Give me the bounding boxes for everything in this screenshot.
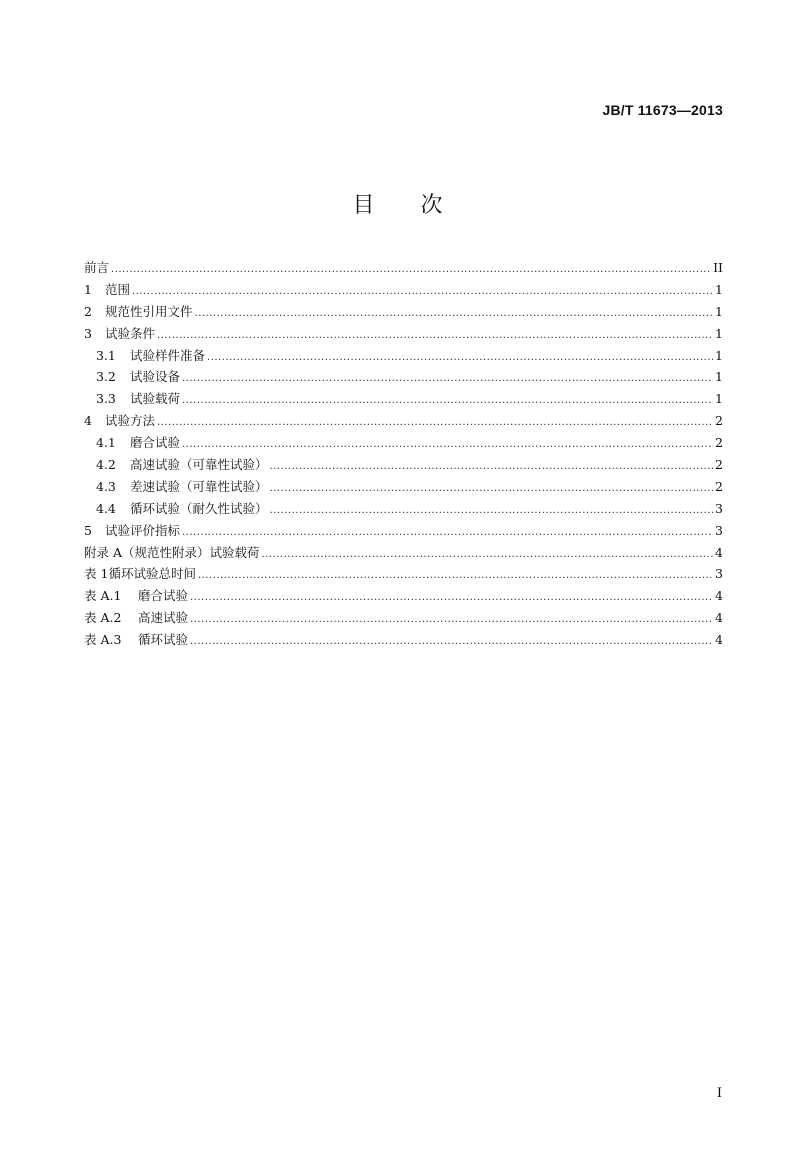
toc-entry-page: 4 [715, 588, 723, 604]
toc-entry-number: 3.2 [96, 369, 116, 385]
toc-entry[interactable] [84, 585, 723, 607]
toc-entry-page: 1 [715, 391, 723, 407]
toc-entry-label: 试验样件准备 [130, 347, 206, 363]
toc-entry-label: 磨合试验 [130, 435, 181, 451]
toc-entry-number: 4.1 [96, 435, 116, 451]
toc-entry-label: 磨合试验 [138, 588, 189, 604]
toc-dot-leader [190, 609, 713, 631]
toc-dot-leader [195, 303, 713, 325]
toc-entry-title [84, 257, 109, 279]
toc-entry-page: 1 [715, 347, 723, 363]
toc-entry-label: 循环试验（耐久性试验） [130, 500, 268, 516]
toc-entry[interactable] [84, 563, 723, 585]
toc-entry-page: 4 [715, 544, 723, 560]
toc-entry-title [96, 345, 205, 367]
toc-dot-leader [262, 544, 713, 566]
toc-entry-number: 表 A.2 [84, 610, 122, 626]
toc-entry[interactable] [84, 323, 723, 345]
toc-entry-title [84, 542, 260, 564]
toc-entry[interactable] [84, 301, 723, 323]
toc-entry-number: 4.2 [96, 457, 116, 473]
toc-entry-page: 1 [715, 325, 723, 341]
toc-entry-label: 试验载荷 [130, 391, 181, 407]
toc-entry[interactable] [84, 366, 723, 388]
toc-entry-label: 差速试验（可靠性试验） [130, 478, 268, 494]
toc-entry-page: 1 [715, 281, 723, 297]
toc-entry-number: 4 [84, 413, 92, 429]
toc-entry-title [96, 454, 268, 476]
toc-entry-title [96, 366, 180, 388]
toc-dot-leader [270, 456, 713, 478]
toc-entry-title [96, 388, 180, 410]
toc-dot-leader [182, 390, 713, 412]
toc-entry-page: 3 [715, 566, 723, 582]
toc-entry-label: 高速试验（可靠性试验） [130, 457, 268, 473]
toc-entry[interactable] [84, 279, 723, 301]
toc-dot-leader [157, 412, 713, 434]
toc-entry-label: 循环试验总时间 [108, 566, 196, 582]
toc-entry-number: 3.1 [96, 347, 116, 363]
toc-entry[interactable] [84, 410, 723, 432]
toc-entry-page: 2 [715, 435, 723, 451]
page-title [0, 188, 795, 219]
toc-entry-title [84, 585, 188, 607]
toc-entry[interactable] [84, 432, 723, 454]
toc-entry-title [84, 607, 188, 629]
toc-entry-label: 循环试验 [138, 632, 189, 648]
toc-entry[interactable] [84, 476, 723, 498]
toc-entry-title [84, 323, 155, 345]
toc-entry-page: 2 [715, 457, 723, 473]
toc-entry-title [84, 520, 180, 542]
toc-entry[interactable] [84, 520, 723, 542]
toc-entry-page: 4 [715, 610, 723, 626]
toc-dot-leader [111, 259, 711, 281]
toc-entry-label: 前言 [84, 260, 110, 275]
toc-entry-title [96, 432, 180, 454]
toc-entry-page: 3 [715, 500, 723, 516]
toc-entry[interactable] [84, 607, 723, 629]
toc-entry-number: 4.4 [96, 500, 116, 516]
toc-dot-leader [132, 281, 713, 303]
title-char-2: 次 [420, 193, 443, 218]
toc-entry[interactable] [84, 498, 723, 520]
toc-entry-number: 4.3 [96, 478, 116, 494]
toc-dot-leader [270, 478, 713, 500]
toc-entry[interactable] [84, 629, 723, 651]
toc-entry-number: 3.3 [96, 391, 116, 407]
toc-dot-leader [157, 325, 713, 347]
toc-dot-leader [182, 368, 713, 390]
toc-entry-number: 1 [84, 281, 92, 297]
table-of-contents [84, 257, 723, 651]
toc-entry-title [84, 410, 155, 432]
toc-entry-number: 表 A.3 [84, 632, 122, 648]
toc-entry-page: 4 [715, 632, 723, 648]
toc-entry[interactable] [84, 257, 723, 279]
toc-entry-page: II [713, 260, 723, 275]
toc-dot-leader [190, 587, 713, 609]
toc-entry-number: 3 [84, 325, 92, 341]
page-number: I [716, 1086, 722, 1101]
toc-entry-title [84, 279, 130, 301]
toc-entry-label: 高速试验 [138, 610, 189, 626]
standard-code: JB/T 11673—2013 [602, 102, 723, 118]
toc-entry-page: 1 [715, 303, 723, 319]
toc-entry-label: 附录 A（规范性附录）试验载荷 [84, 544, 260, 560]
toc-entry-number: 表 A.1 [84, 588, 122, 604]
toc-entry-label: 规范性引用文件 [105, 303, 193, 319]
toc-entry-number: 2 [84, 303, 92, 319]
toc-entry-label: 试验方法 [105, 413, 156, 429]
toc-entry-page: 2 [715, 478, 723, 494]
toc-dot-leader [198, 565, 713, 587]
toc-entry-label: 试验设备 [130, 369, 181, 385]
toc-entry-label: 试验条件 [105, 325, 156, 341]
toc-entry-title [84, 563, 196, 585]
toc-entry-title [84, 301, 193, 323]
toc-entry-page: 3 [715, 522, 723, 538]
toc-entry-title [96, 498, 268, 520]
toc-dot-leader [270, 500, 713, 522]
toc-entry-title [84, 629, 188, 651]
toc-entry-label: 试验评价指标 [105, 522, 181, 538]
toc-entry[interactable] [84, 454, 723, 476]
title-char-1: 目 [352, 193, 375, 218]
toc-dot-leader [182, 434, 713, 456]
toc-entry[interactable] [84, 388, 723, 410]
toc-entry-title [96, 476, 268, 498]
toc-entry-page: 1 [715, 369, 723, 385]
toc-entry-number: 表 1 [84, 566, 109, 582]
toc-dot-leader [182, 522, 713, 544]
toc-entry-label: 范围 [105, 281, 131, 297]
toc-dot-leader [207, 347, 713, 369]
toc-entry[interactable] [84, 345, 723, 367]
toc-dot-leader [190, 631, 713, 653]
toc-entry-number: 5 [84, 522, 92, 538]
toc-entry-page: 2 [715, 413, 723, 429]
toc-entry[interactable] [84, 542, 723, 564]
